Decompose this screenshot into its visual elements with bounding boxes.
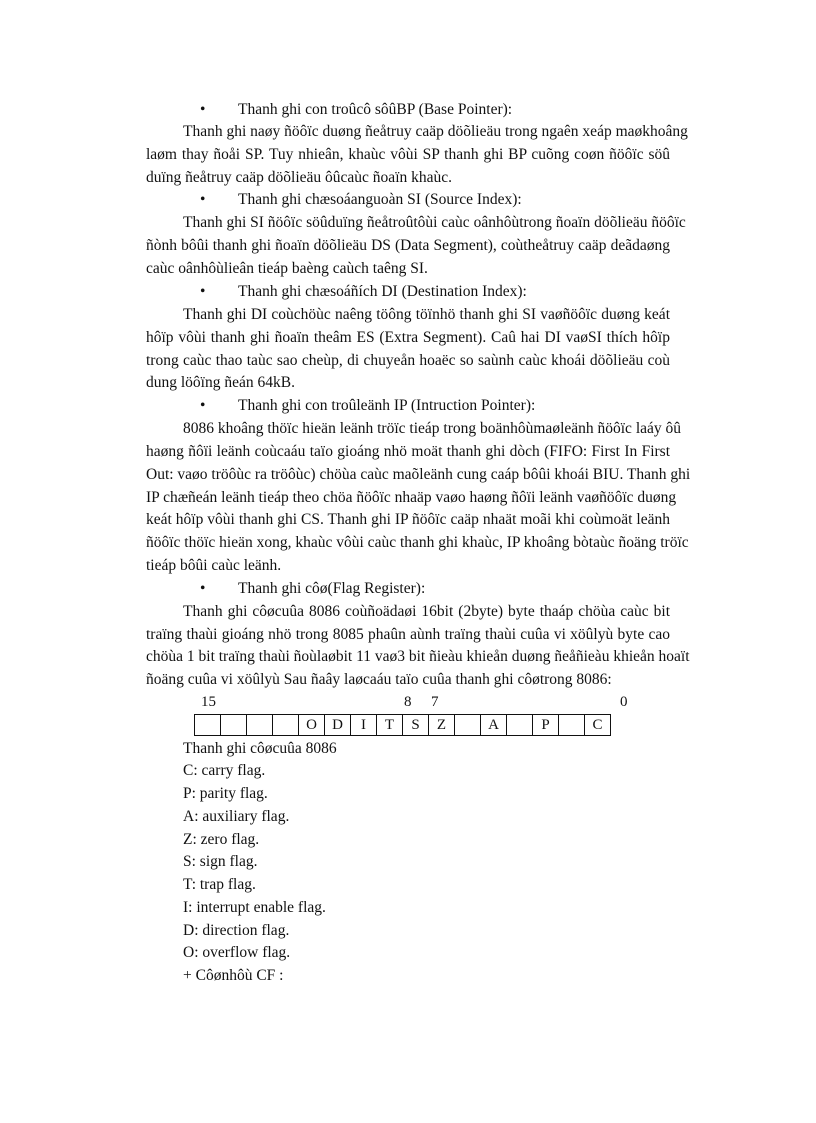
paragraph-line: laøm thay ñoåi SP. Tuy nhieân, khaùc vôùi SP thanh ghi BP cuõng coøn ñöôïc söû [146, 146, 670, 163]
paragraph-line: Out: vaøo tröôùc ra tröôùc) chöùa caùc maõleänh cung caáp bôûi khoái BIU. Thanh ghi [146, 466, 691, 483]
register-bit-5 [455, 715, 481, 736]
register-bit-8: T [377, 715, 403, 736]
section-heading-di: Thanh ghi chæsoáñích DI (Destination Index): [238, 283, 527, 300]
register-bit-0: C [585, 715, 611, 736]
paragraph-line: IP chæñeán leänh tieáp theo chöa ñöôïc nhaäp vaøo haøng ñôïi leänh vaøñöôïc duøng [146, 489, 677, 506]
bit-label-0: 0 [620, 694, 628, 710]
paragraph-line: Thanh ghi côøcuûa 8086 coùñoädaøi 16bit (2byte) byte thaáp chöùa caùc bit [183, 603, 670, 620]
section-heading-si: Thanh ghi chæsoáanguoàn SI (Source Index): [238, 191, 522, 208]
register-bit-13 [247, 715, 273, 736]
paragraph-line: ñònh bôûi thanh ghi ñoaïn döõlieäu DS (Data Segment), coùtheåtruy caäp deãdaøng [146, 237, 670, 254]
paragraph-line: dung löôïng ñeán 64kB. [146, 374, 295, 391]
paragraph-line: 8086 khoâng thöïc hieän leänh tröïc tieáp trong boänhôùmaøleänh ñöôïc laáy ôû [183, 420, 682, 437]
register-bit-11: O [299, 715, 325, 736]
bullet-marker: • [200, 397, 206, 414]
flag-register-diagram [194, 714, 611, 736]
register-bit-9: I [351, 715, 377, 736]
bit-label-7: 7 [431, 694, 439, 710]
flag-list-item: O: overflow flag. [183, 944, 291, 961]
register-bit-2: P [533, 715, 559, 736]
flag-list-item: P: parity flag. [183, 785, 268, 802]
paragraph-line: duïng ñeåtruy caäp döõlieäu ôûcaùc ñoaïn khaùc. [146, 169, 453, 186]
flag-list-item: C: carry flag. [183, 762, 266, 779]
paragraph-line: trong caùc thao taùc sao cheùp, di chuyeån hoaëc so saùnh caùc khoái döõlieäu coù [146, 352, 670, 369]
paragraph-line: haøng ñôïi leänh coùcaáu taïo gioáng nhö moät thanh ghi dòch (FIFO: First In First [146, 443, 670, 460]
paragraph-line: traïng thaùi gioáng nhö trong 8085 phaûn aùnh traïng thaùi cuûa vi xöûlyù byte cao [146, 626, 670, 643]
paragraph-line: tieáp bôûi caùc leänh. [146, 557, 282, 574]
flag-list-item: T: trap flag. [183, 876, 256, 893]
flag-list-item: A: auxiliary flag. [183, 808, 290, 825]
paragraph-line: Thanh ghi DI coùchöùc naêng töông töïnhö thanh ghi SI vaøñöôïc duøng keát [183, 306, 670, 323]
paragraph-line: Thanh ghi SI ñöôïc söûduïng ñeåtroûtôùi caùc oânhôùtrong ñoaïn döõlieäu ñöôïc [183, 214, 686, 231]
paragraph-line: Thanh ghi naøy ñöôïc duøng ñeåtruy caäp döõlieäu trong ngaên xeáp maøkhoâng [183, 123, 688, 140]
paragraph-line: keát hôïp vôùi thanh ghi CS. Thanh ghi IP ñöôïc caäp nhaät moãi khi coùmoät leänh [146, 511, 670, 528]
paragraph-line: ñoäng cuûa vi xöûlyù Sau ñaây laøcaáu taïo cuûa thanh ghi côøtrong 8086: [146, 671, 612, 688]
paragraph-line: caùc oânhôùlieân tieáp baèng caùch taêng SI. [146, 260, 428, 277]
flag-list-item: S: sign flag. [183, 853, 258, 870]
section-heading-flag: Thanh ghi côø(Flag Register): [238, 580, 426, 597]
section-heading-bp: Thanh ghi con troûcô sôûBP (Base Pointer): [238, 101, 513, 118]
register-bit-1 [559, 715, 585, 736]
register-bit-7: S [403, 715, 429, 736]
bullet-marker: • [200, 580, 206, 597]
trailing-item: + Côønhôù CF : [183, 967, 284, 984]
bit-label-15: 15 [201, 694, 216, 710]
flag-list-item: Z: zero flag. [183, 831, 260, 848]
register-bit-6: Z [429, 715, 455, 736]
bullet-marker: • [200, 101, 206, 118]
bullet-marker: • [200, 283, 206, 300]
register-bit-4: A [481, 715, 507, 736]
bit-label-8: 8 [404, 694, 412, 710]
register-bit-14 [221, 715, 247, 736]
flag-list-item: I: interrupt enable flag. [183, 899, 326, 916]
paragraph-line: ñöôïc thöïc hieän xong, khaùc vôùi caùc thanh ghi khaùc, IP khoâng bòtaùc ñoäng tröïc [146, 534, 689, 551]
register-bit-15 [195, 715, 221, 736]
bullet-marker: • [200, 191, 206, 208]
paragraph-line: chöùa 1 bit traïng thaùi ñoùlaøbit 11 vaø3 bit ñieàu khieån duøng ñeåñieàu khieån hoaït [146, 648, 690, 665]
flag-list-item: D: direction flag. [183, 922, 290, 939]
diagram-caption: Thanh ghi côøcuûa 8086 [183, 740, 337, 757]
register-bit-10: D [325, 715, 351, 736]
section-heading-ip: Thanh ghi con troûleänh IP (Intruction Pointer): [238, 397, 536, 414]
register-bit-12 [273, 715, 299, 736]
paragraph-line: hôïp vôùi thanh ghi ñoaïn theâm ES (Extra Segment). Caû hai DI vaøSI thích hôïp [146, 329, 670, 346]
register-bit-3 [507, 715, 533, 736]
